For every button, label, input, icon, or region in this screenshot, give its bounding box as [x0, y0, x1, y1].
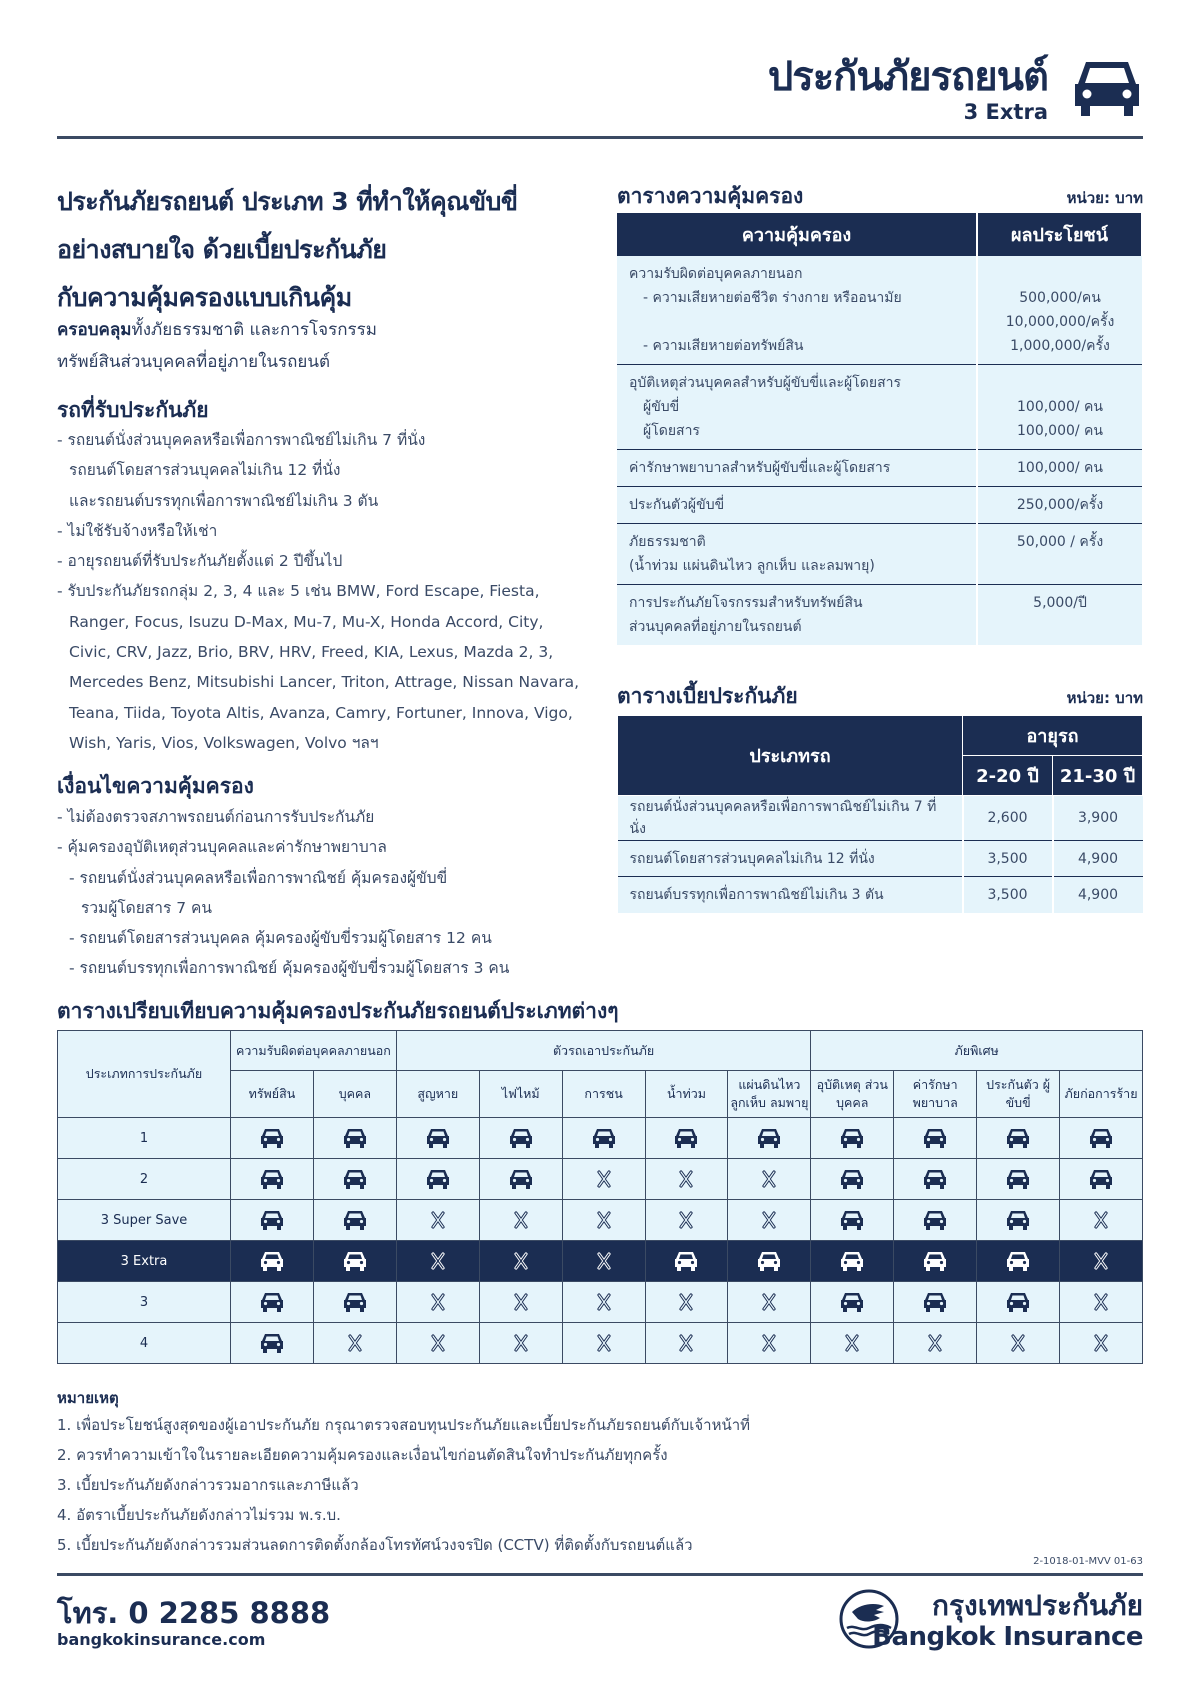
cross-icon: [508, 1254, 534, 1269]
not-covered-cell: [396, 1200, 479, 1241]
not-covered-cell: [1060, 1282, 1143, 1323]
comparison-title: ตารางเปรียบเทียบความคุ้มครองประกันภัยรถยนต์ประเภทต่างๆ: [57, 999, 619, 1023]
cross-icon: [756, 1213, 782, 1228]
list-item: - รถยนต์บรรทุกเพื่อการพาณิชย์ คุ้มครองผู้ขับขี่รวมผู้โดยสาร 3 คน: [69, 959, 510, 978]
covered-cell: [811, 1159, 894, 1200]
conditions-title: เงื่อนไขความคุ้มครอง: [57, 774, 254, 798]
coverage-value: [977, 450, 1142, 487]
phone-number: โทร. 0 2285 8888: [57, 1596, 331, 1630]
covered-cell: [1060, 1159, 1143, 1200]
coverage-desc-line: ค่ารักษาพยาบาลสำหรับผู้ขับขี่และผู้โดยสาร: [629, 460, 891, 476]
insurance-type: 4: [58, 1323, 231, 1364]
conditions-list: [57, 802, 587, 984]
covered-cell: [231, 1159, 314, 1200]
insurance-type: 3: [58, 1282, 231, 1323]
car-icon: [1005, 1295, 1031, 1310]
coverage-value-line: 1,000,000/ครั้ง: [1010, 338, 1110, 354]
intro-line: ทั้งภัยธรรมชาติ และการโจรกรรม: [131, 320, 378, 340]
notes-list: [57, 1410, 750, 1560]
car-icon: [591, 1131, 617, 1146]
comparison-row: [58, 1118, 1143, 1159]
coverage-row: [617, 585, 1142, 646]
group-header: ความรับผิดต่อบุคคลภายนอก: [231, 1031, 397, 1071]
coverage-desc-line: (น้ำท่วม แผ่นดินไหว ลูกเห็บ และลมพายุ): [629, 558, 875, 574]
coverage-value-line: 10,000,000/ครั้ง: [1005, 314, 1115, 330]
logo-text-en: Bangkok Insurance: [872, 1622, 1143, 1652]
car-icon: [259, 1295, 285, 1310]
cross-icon: [425, 1213, 451, 1228]
car-icon: [922, 1172, 948, 1187]
not-covered-cell: [562, 1282, 645, 1323]
cross-icon: [591, 1295, 617, 1310]
car-icon: [839, 1254, 865, 1269]
premium-row: [618, 877, 1143, 913]
headline-line: อย่างสบายใจ ด้วยเบี้ยประกันภัย: [57, 235, 387, 264]
covered-cell: [479, 1118, 562, 1159]
covered-cell: [231, 1282, 314, 1323]
list-item: รวมผู้โดยสาร 7 คน: [81, 898, 212, 917]
coverage-row: [617, 450, 1142, 487]
page-subtitle: 3 Extra: [963, 100, 1048, 124]
car-icon: [259, 1213, 285, 1228]
coverage-value-line: [990, 262, 1130, 286]
cross-icon: [508, 1213, 534, 1228]
column-header: แผ่นดินไหว ลูกเห็บ ลมพายุ: [728, 1071, 811, 1118]
covered-cell: [977, 1200, 1060, 1241]
not-covered-cell: [728, 1200, 811, 1241]
covered-cell: [313, 1118, 396, 1159]
car-type-header: ประเภทรถ: [618, 716, 963, 796]
cross-icon: [425, 1336, 451, 1351]
car-icon: [1005, 1254, 1031, 1269]
column-header: สูญหาย: [396, 1071, 479, 1118]
coverage-value: [977, 365, 1142, 450]
car-icon: [259, 1131, 285, 1146]
intro-text: [57, 314, 587, 378]
coverage-table: [617, 213, 1143, 645]
covered-cell: [231, 1200, 314, 1241]
car-icon: [839, 1172, 865, 1187]
page-title: ประกันภัยรถยนต์: [767, 54, 1048, 100]
coverage-header: ความคุ้มครอง: [617, 213, 977, 256]
car-icon: [1005, 1172, 1031, 1187]
cross-icon: [591, 1254, 617, 1269]
list-item: - คุ้มครองอุบัติเหตุส่วนบุคคลและค่ารักษาพยาบาล: [57, 838, 387, 857]
car-icon: [342, 1131, 368, 1146]
not-covered-cell: [562, 1159, 645, 1200]
covered-cell: [313, 1241, 396, 1282]
premium-value: 4,900: [1053, 841, 1143, 877]
coverage-desc: [617, 256, 977, 365]
cross-icon: [1088, 1213, 1114, 1228]
covered-cell: [313, 1159, 396, 1200]
cross-icon: [673, 1172, 699, 1187]
car-icon: [922, 1213, 948, 1228]
not-covered-cell: [811, 1323, 894, 1364]
comparison-table: [57, 1030, 1143, 1364]
note-item: 1. เพื่อประโยชน์สูงสุดของผู้เอาประกันภัย กรุณาตรวจสอบทุนประกันภัยและเบี้ยประกันภัยรถยนต์กับเจ้าหน้าที่: [57, 1416, 751, 1434]
covered-cell: [313, 1282, 396, 1323]
group-header: ภัยพิเศษ: [811, 1031, 1143, 1071]
not-covered-cell: [1060, 1323, 1143, 1364]
comparison-row: [58, 1282, 1143, 1323]
column-header: ภัยก่อการร้าย: [1060, 1071, 1143, 1118]
covered-cell: [811, 1282, 894, 1323]
column-header: น้ำท่วม: [645, 1071, 728, 1118]
list-item: - ไม่ต้องตรวจสภาพรถยนต์ก่อนการรับประกันภัย: [57, 808, 375, 826]
column-header: อุบัติเหตุ ส่วนบุคคล: [811, 1071, 894, 1118]
header-divider: [57, 136, 1143, 139]
column-header: ประกันตัว ผู้ขับขี่: [977, 1071, 1060, 1118]
coverage-desc-line: การประกันภัยโจรกรรมสำหรับทรัพย์สิน: [629, 595, 863, 611]
covered-cell: [562, 1118, 645, 1159]
not-covered-cell: [645, 1282, 728, 1323]
cross-icon: [922, 1336, 948, 1351]
coverage-value: [977, 256, 1142, 365]
logo-text-th: กรุงเทพประกันภัย: [932, 1589, 1143, 1622]
group-header-row: [58, 1031, 1143, 1071]
not-covered-cell: [396, 1282, 479, 1323]
not-covered-cell: [645, 1323, 728, 1364]
list-item: Civic, CRV, Jazz, Brio, BRV, HRV, Freed, KIA, Lexus, Mazda 2, 3,: [69, 643, 554, 662]
coverage-desc-line: ผู้โดยสาร: [643, 423, 700, 439]
covered-cell: [811, 1241, 894, 1282]
not-covered-cell: [396, 1323, 479, 1364]
covered-cell: [894, 1159, 977, 1200]
car-icon: [259, 1172, 285, 1187]
covered-cell: [728, 1118, 811, 1159]
insurance-type-header: ประเภทการประกันภัย: [58, 1031, 231, 1118]
list-item: Teana, Tiida, Toyota Altis, Avanza, Camry, Fortuner, Innova, Vigo,: [69, 703, 573, 722]
covered-cell: [811, 1118, 894, 1159]
eligible-title: รถที่รับประกันภัย: [57, 398, 209, 422]
covered-cell: [231, 1118, 314, 1159]
covered-cell: [396, 1118, 479, 1159]
cross-icon: [508, 1295, 534, 1310]
benefit-header: ผลประโยชน์: [977, 213, 1142, 256]
covered-cell: [645, 1241, 728, 1282]
covered-cell: [231, 1323, 314, 1364]
premium-value: 4,900: [1053, 877, 1143, 913]
not-covered-cell: [479, 1323, 562, 1364]
car-icon: [1088, 1131, 1114, 1146]
covered-cell: [1060, 1118, 1143, 1159]
coverage-desc-line: ผู้ขับขี่: [643, 399, 680, 415]
premium-title: ตารางเบี้ยประกันภัย: [617, 684, 798, 708]
not-covered-cell: [396, 1241, 479, 1282]
not-covered-cell: [728, 1282, 811, 1323]
cross-icon: [839, 1336, 865, 1351]
covered-cell: [894, 1118, 977, 1159]
not-covered-cell: [562, 1241, 645, 1282]
coverage-desc-line: อุบัติเหตุส่วนบุคคลสำหรับผู้ขับขี่และผู้โดยสาร: [629, 375, 902, 391]
list-item: รถยนต์โดยสารส่วนบุคคลไม่เกิน 12 ที่นั่ง: [69, 461, 341, 480]
not-covered-cell: [479, 1282, 562, 1323]
comparison-row: [58, 1323, 1143, 1364]
column-header: ทรัพย์สิน: [231, 1071, 314, 1118]
car-icon: [342, 1172, 368, 1187]
not-covered-cell: [645, 1159, 728, 1200]
covered-cell: [977, 1118, 1060, 1159]
list-item: Wish, Yaris, Vios, Volkswagen, Volvo ฯลฯ: [69, 733, 379, 752]
coverage-value-line: 100,000/ คน: [1017, 460, 1103, 476]
coverage-value-line: 5,000/ปี: [1033, 595, 1087, 611]
cross-icon: [673, 1336, 699, 1351]
car-icon: [259, 1336, 285, 1351]
coverage-value-line: 50,000 / ครั้ง: [1016, 534, 1104, 550]
cross-icon: [425, 1254, 451, 1269]
car-icon: [342, 1254, 368, 1269]
premium-unit: หน่วย: บาท: [1066, 689, 1143, 707]
list-item: - อายุรถยนต์ที่รับประกันภัยตั้งแต่ 2 ปีขึ้นไป: [57, 552, 343, 571]
coverage-row: [617, 524, 1142, 585]
car-icon: [425, 1131, 451, 1146]
coverage-value-line: 250,000/ครั้ง: [1016, 497, 1104, 513]
column-header: ไฟไหม้: [479, 1071, 562, 1118]
age-range-header: 21-30 ปี: [1053, 756, 1143, 796]
car-icon: [839, 1295, 865, 1310]
covered-cell: [396, 1159, 479, 1200]
notes-title: หมายเหตุ: [57, 1389, 119, 1407]
car-icon: [342, 1213, 368, 1228]
premium-value: 3,500: [963, 877, 1053, 913]
not-covered-cell: [562, 1323, 645, 1364]
coverage-row: [617, 487, 1142, 524]
comparison-row: [58, 1200, 1143, 1241]
coverage-desc-line: - ความเสียหายต่อชีวิต ร่างกาย หรืออนามัย: [643, 290, 902, 306]
cross-icon: [591, 1336, 617, 1351]
note-item: 3. เบี้ยประกันภัยดังกล่าวรวมอากรและภาษีแล้ว: [57, 1476, 359, 1494]
note-item: 4. อัตราเบี้ยประกันภัยดังกล่าวไม่รวม พ.ร.บ.: [57, 1506, 341, 1524]
covered-cell: [645, 1118, 728, 1159]
covered-cell: [313, 1200, 396, 1241]
car-icon: [922, 1254, 948, 1269]
covered-cell: [977, 1241, 1060, 1282]
comparison-row: [58, 1241, 1143, 1282]
cross-icon: [1088, 1254, 1114, 1269]
car-icon: [922, 1131, 948, 1146]
column-header: บุคคล: [313, 1071, 396, 1118]
covered-cell: [894, 1282, 977, 1323]
intro-line: ทรัพย์สินส่วนบุคคลที่อยู่ภายในรถยนต์: [57, 352, 331, 372]
column-header: ค่ารักษา พยาบาล: [894, 1071, 977, 1118]
cross-icon: [673, 1213, 699, 1228]
intro-bold: ครอบคลุม: [57, 320, 132, 340]
car-icon: [508, 1131, 534, 1146]
car-type: รถยนต์บรรทุกเพื่อการพาณิชย์ไม่เกิน 3 ตัน: [618, 877, 963, 913]
not-covered-cell: [894, 1323, 977, 1364]
insurance-type: 2: [58, 1159, 231, 1200]
coverage-title: ตารางความคุ้มครอง: [617, 184, 804, 208]
coverage-row: [617, 365, 1142, 450]
list-item: - ไม่ใช้รับจ้างหรือให้เช่า: [57, 521, 218, 540]
note-item: 5. เบี้ยประกันภัยดังกล่าวรวมส่วนลดการติดตั้งกล้องโทรทัศน์วงจรปิด (CCTV) ที่ติดตั้งกับรถยนต์แล้ว: [57, 1536, 693, 1554]
cross-icon: [1005, 1336, 1031, 1351]
coverage-desc-line: - ความเสียหายต่อทรัพย์สิน: [643, 338, 804, 354]
covered-cell: [894, 1200, 977, 1241]
coverage-value-line: 100,000/ คน: [1017, 399, 1103, 415]
not-covered-cell: [977, 1323, 1060, 1364]
car-icon: [1088, 1172, 1114, 1187]
not-covered-cell: [1060, 1241, 1143, 1282]
list-item: - รับประกันภัยรถกลุ่ม 2, 3, 4 และ 5 เช่น BMW, Ford Escape, Fiesta,: [57, 582, 540, 601]
premium-table: [617, 715, 1143, 913]
covered-cell: [977, 1159, 1060, 1200]
coverage-desc: [617, 524, 977, 585]
website-link[interactable]: bangkokinsurance.com: [57, 1630, 266, 1649]
footer-divider: [57, 1573, 1143, 1576]
car-icon: [839, 1213, 865, 1228]
column-header: การชน: [562, 1071, 645, 1118]
covered-cell: [479, 1159, 562, 1200]
cross-icon: [508, 1336, 534, 1351]
coverage-desc-line: ภัยธรรมชาติ: [629, 534, 706, 550]
covered-cell: [231, 1241, 314, 1282]
covered-cell: [811, 1200, 894, 1241]
car-icon: [342, 1295, 368, 1310]
coverage-desc-line: ส่วนบุคคลที่อยู่ภายในรถยนต์: [629, 619, 802, 635]
coverage-desc-line: ประกันตัวผู้ขับขี่: [629, 497, 725, 513]
car-icon: [1072, 58, 1142, 120]
car-icon: [508, 1172, 534, 1187]
list-item: - รถยนต์นั่งส่วนบุคคลหรือเพื่อการพาณิชย์ไม่เกิน 7 ที่นั่ง: [57, 431, 426, 449]
not-covered-cell: [728, 1159, 811, 1200]
headline: [57, 178, 587, 322]
covered-cell: [977, 1282, 1060, 1323]
not-covered-cell: [479, 1200, 562, 1241]
document-code: 2-1018-01-MVV 01-63: [1033, 1556, 1143, 1567]
note-item: 2. ควรทำความเข้าใจในรายละเอียดความคุ้มครองและเงื่อนไขก่อนตัดสินใจทำประกันภัยทุกครั้ง: [57, 1446, 668, 1464]
not-covered-cell: [1060, 1200, 1143, 1241]
coverage-value: [977, 585, 1142, 646]
cross-icon: [756, 1295, 782, 1310]
cross-icon: [673, 1295, 699, 1310]
car-icon: [673, 1131, 699, 1146]
cross-icon: [1088, 1336, 1114, 1351]
car-icon: [1005, 1131, 1031, 1146]
not-covered-cell: [313, 1323, 396, 1364]
coverage-value-line: [990, 371, 1130, 395]
age-range-header: 2-20 ปี: [963, 756, 1053, 796]
list-item: และรถยนต์บรรทุกเพื่อการพาณิชย์ไม่เกิน 3 ตัน: [69, 491, 379, 510]
covered-cell: [894, 1241, 977, 1282]
car-icon: [756, 1254, 782, 1269]
car-type: รถยนต์โดยสารส่วนบุคคลไม่เกิน 12 ที่นั่ง: [618, 841, 963, 877]
cross-icon: [591, 1213, 617, 1228]
cross-icon: [591, 1172, 617, 1187]
premium-row: [618, 796, 1143, 841]
coverage-row: [617, 256, 1142, 365]
insurance-type: 3 Super Save: [58, 1200, 231, 1241]
group-header: ตัวรถเอาประกันภัย: [396, 1031, 811, 1071]
coverage-desc-line: ความรับผิดต่อบุคคลภายนอก: [629, 266, 803, 282]
coverage-unit: หน่วย: บาท: [1066, 189, 1143, 207]
insurance-type: 1: [58, 1118, 231, 1159]
cross-icon: [756, 1336, 782, 1351]
comparison-row: [58, 1159, 1143, 1200]
cross-icon: [425, 1295, 451, 1310]
car-age-header: อายุรถ: [963, 716, 1143, 756]
car-icon: [673, 1254, 699, 1269]
coverage-desc-line: [629, 310, 964, 334]
coverage-desc: [617, 450, 977, 487]
not-covered-cell: [479, 1241, 562, 1282]
list-item: - รถยนต์นั่งส่วนบุคคลหรือเพื่อการพาณิชย์ คุ้มครองผู้ขับขี่: [69, 868, 448, 887]
premium-value: 3,900: [1053, 796, 1143, 841]
not-covered-cell: [645, 1200, 728, 1241]
not-covered-cell: [562, 1200, 645, 1241]
car-icon: [1005, 1213, 1031, 1228]
covered-cell: [728, 1241, 811, 1282]
car-icon: [425, 1172, 451, 1187]
car-type: รถยนต์นั่งส่วนบุคคลหรือเพื่อการพาณิชย์ไม่เกิน 7 ที่นั่ง: [618, 796, 963, 841]
coverage-desc: [617, 365, 977, 450]
premium-row: [618, 841, 1143, 877]
coverage-value: [977, 524, 1142, 585]
list-item: Mercedes Benz, Mitsubishi Lancer, Triton, Attrage, Nissan Navara,: [69, 673, 580, 692]
headline-line: ประกันภัยรถยนต์ ประเภท 3 ที่ทำให้คุณขับขี่: [57, 187, 518, 216]
coverage-desc: [617, 585, 977, 646]
coverage-value-line: 100,000/ คน: [1017, 423, 1103, 439]
list-item: Ranger, Focus, Isuzu D-Max, Mu-7, Mu-X, Honda Accord, City,: [69, 612, 544, 631]
cross-icon: [1088, 1295, 1114, 1310]
list-item: - รถยนต์โดยสารส่วนบุคคล คุ้มครองผู้ขับขี่รวมผู้โดยสาร 12 คน: [69, 929, 492, 948]
premium-value: 2,600: [963, 796, 1053, 841]
coverage-value: [977, 487, 1142, 524]
headline-line: กับความคุ้มครองแบบเกินคุ้ม: [57, 283, 352, 312]
coverage-value-line: 500,000/คน: [1019, 290, 1101, 306]
car-icon: [839, 1131, 865, 1146]
insurance-type: 3 Extra: [58, 1241, 231, 1282]
eligible-list: [57, 425, 587, 758]
not-covered-cell: [728, 1323, 811, 1364]
premium-value: 3,500: [963, 841, 1053, 877]
coverage-desc: [617, 487, 977, 524]
cross-icon: [342, 1336, 368, 1351]
cross-icon: [756, 1172, 782, 1187]
car-icon: [756, 1131, 782, 1146]
car-icon: [259, 1254, 285, 1269]
car-icon: [922, 1295, 948, 1310]
